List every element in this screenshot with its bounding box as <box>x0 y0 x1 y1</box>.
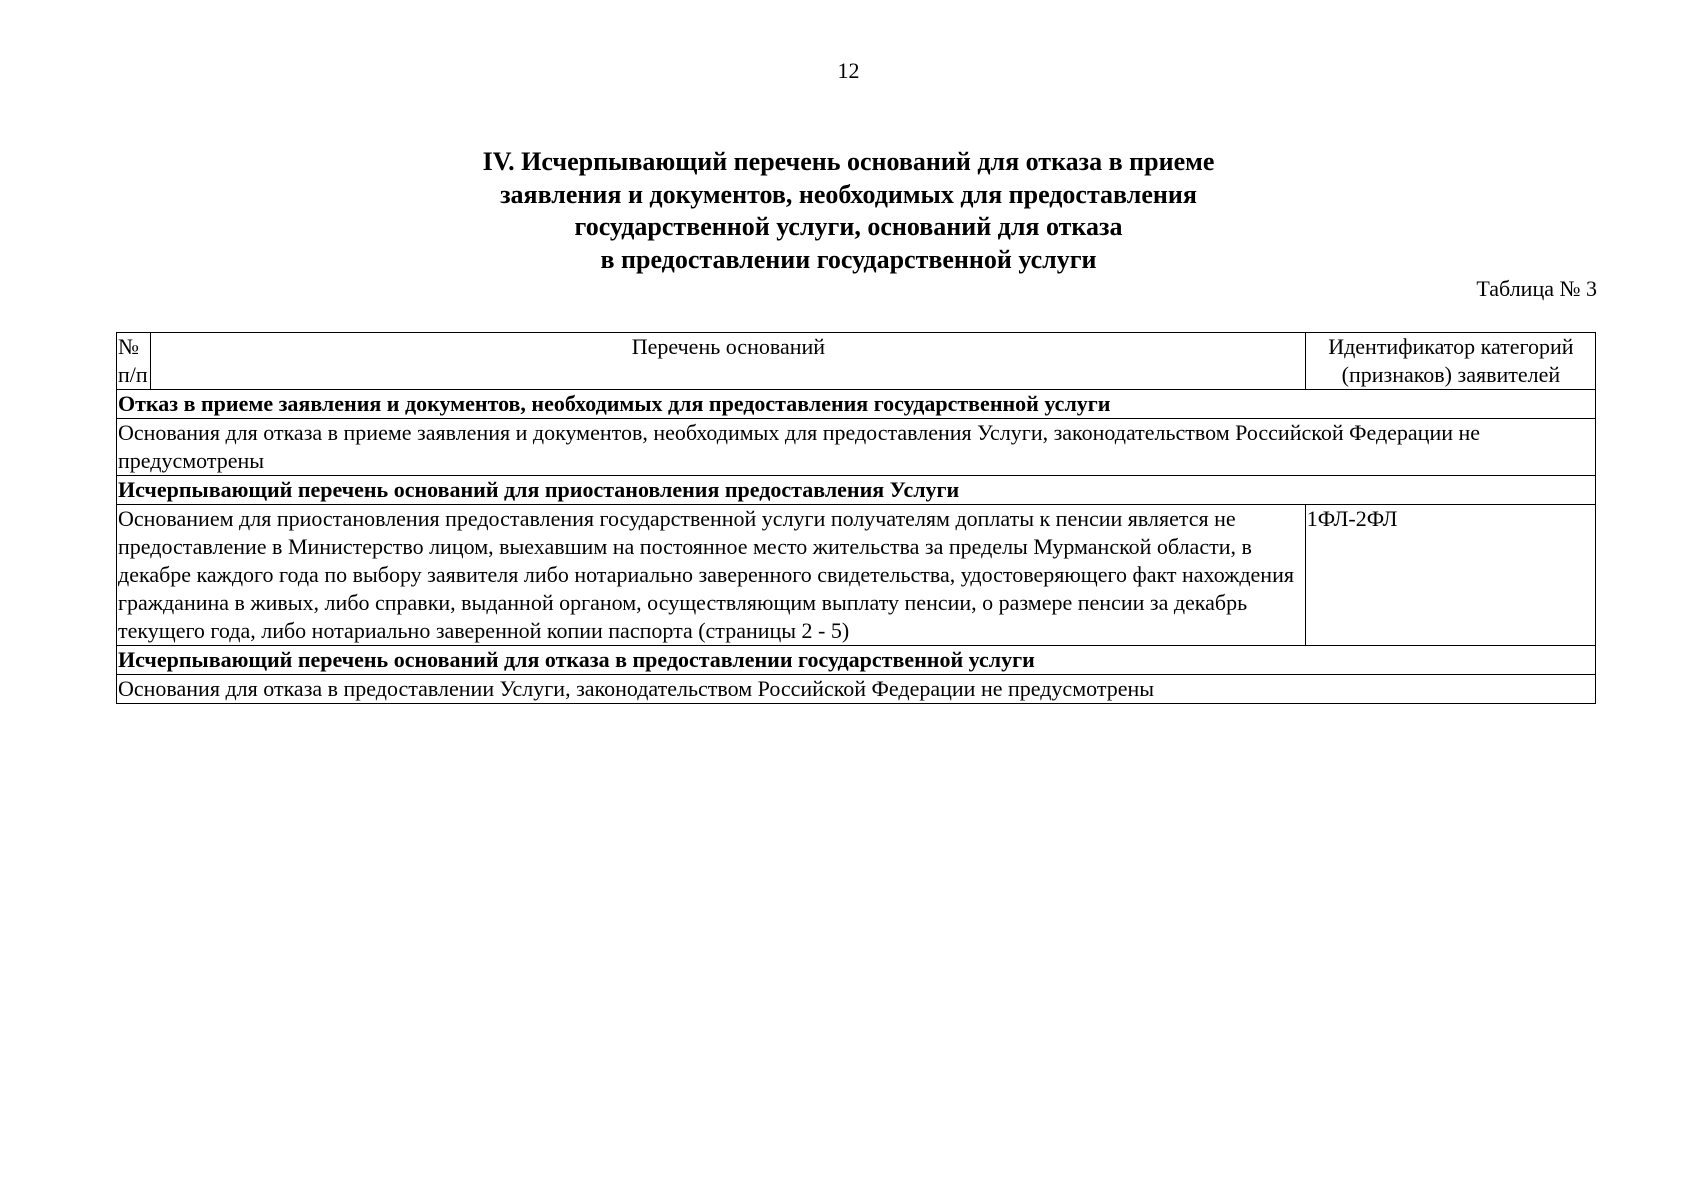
heading-line: в предоставлении государственной услуги <box>600 244 1097 274</box>
table-row <box>117 675 1596 704</box>
section-heading <box>300 146 1397 276</box>
header-number-cell: № п/п <box>117 333 151 390</box>
table-row <box>117 419 1596 476</box>
table-header-row <box>117 333 1596 390</box>
header-list-cell: Перечень оснований <box>151 333 1306 390</box>
section-title: Отказ в приеме заявления и документов, необходимых для предоставления государственной услуги <box>117 390 1596 419</box>
table-row <box>117 505 1596 646</box>
table-caption: Таблица № 3 <box>1476 276 1597 301</box>
grounds-text-cell: Основания для отказа в приеме заявления и документов, необходимых для предоставления Услуги, законодательством Российской Федерации не предусмотрены <box>117 419 1596 476</box>
heading-line: IV. Исчерпывающий перечень оснований для отказа в приеме <box>482 147 1215 176</box>
section-title: Исчерпывающий перечень оснований для отказа в предоставлении государственной услуги <box>117 646 1596 675</box>
section-title-row <box>117 390 1596 419</box>
category-id-cell: 1ФЛ-2ФЛ <box>1305 505 1595 646</box>
header-id-cell: Идентификатор категорий (признаков) заявителей <box>1305 333 1595 390</box>
heading-line: заявления и документов, необходимых для предоставления <box>500 179 1197 209</box>
section-title-row <box>117 646 1596 675</box>
grounds-table <box>116 332 1596 704</box>
section-title: Исчерпывающий перечень оснований для приостановления предоставления Услуги <box>117 476 1596 505</box>
section-title-row <box>117 476 1596 505</box>
page-number: 12 <box>837 58 860 83</box>
heading-line: государственной услуги, оснований для отказа <box>574 212 1123 241</box>
grounds-text-cell: Основанием для приостановления предоставления государственной услуги получателям доплаты к пенсии является не предоставление в Министерство лицом, выехавшим на постоянное место жительства за пределы Мурманской области, в декабре каждого года по выбору заявителя либо нотариально заверенного свидетельства, удостоверяющего факт нахождения гражданина в живых, либо справки, выданной органом, осуществляющим выплату пенсии, о размере пенсии за декабрь текущего года, либо нотариально заверенной копии паспорта (страницы 2 - 5) <box>117 505 1306 646</box>
grounds-text-cell: Основания для отказа в предоставлении Услуги, законодательством Российской Федерации не предусмотрены <box>117 675 1596 704</box>
